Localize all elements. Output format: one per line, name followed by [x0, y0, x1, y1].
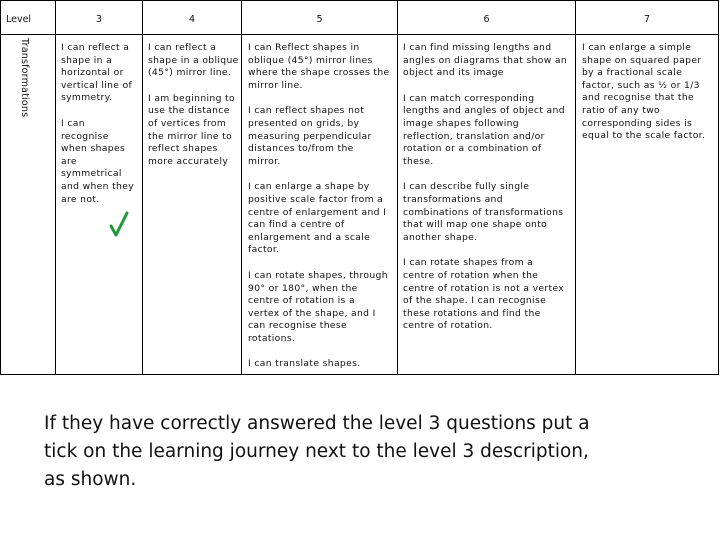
descriptor: I can enlarge a shape by positive scale factor from a centre of enlargement and I can find a centre of enlargement and a scale factor. [248, 181, 387, 256]
descriptor: I can translate shapes. [248, 358, 361, 370]
header-divider [0, 34, 719, 35]
descriptor: I can reflect a shape in a horizontal or vertical line of symmetry. [61, 42, 133, 104]
level-3-header: 3 [95, 14, 103, 25]
table-left-border [0, 0, 1, 375]
table-top-border [0, 0, 719, 1]
level-7-header: 7 [643, 14, 651, 25]
level-5-header: 5 [316, 14, 323, 25]
table-right-border [718, 0, 719, 375]
column-divider [575, 0, 576, 375]
tick-mark-icon [109, 210, 129, 238]
level-4-cell [148, 42, 241, 180]
descriptor: I can reflect shapes not presented on grids, by measuring perpendicular distances to/from the mirror. [248, 105, 372, 167]
descriptor: I can Reflect shapes in oblique (45°) mirror lines where the shape crosses the mirror line. [248, 42, 390, 91]
descriptor: I can enlarge a simple shape on squared paper by a fractional scale factor, such as ½ or 1/3 and recognise that the ratio of any two corresponding sides is equal to the scale factor. [582, 42, 706, 142]
column-divider [241, 0, 242, 375]
descriptor: I can describe fully single transformations and combinations of transformations that will map one shape onto another shape. [403, 181, 564, 243]
descriptor: I am beginning to use the distance of vertices from the mirror line to reflect shapes more accurately [148, 92, 235, 167]
tick-stroke [111, 213, 127, 235]
level-6-cell [403, 42, 575, 345]
descriptor: I can rotate shapes from a centre of rotation when the centre of rotation is not a vertex of the shape. I can recognise these rotations and find the centre of rotation. [403, 257, 565, 332]
level-4-header: 4 [188, 14, 196, 25]
column-divider [142, 0, 143, 375]
instruction-text: If they have correctly answered the level 3 questions put a tick on the learning journey next to the level 3 description, as shown. [44, 413, 590, 490]
descriptor: I can reflect a shape in a oblique (45°) mirror line. [148, 42, 239, 79]
descriptor: I can find missing lengths and angles on diagrams that show an object and its image [403, 42, 568, 79]
level-6-header: 6 [483, 14, 490, 25]
descriptor: I can recognise when shapes are symmetrical and when they are not. [61, 117, 135, 205]
level-7-cell [582, 42, 718, 155]
descriptor: I can rotate shapes, through 90° or 180°, when the centre of rotation is a vertex of the shape, and I can recognise these rotations. [248, 269, 388, 344]
level-5-cell [248, 42, 398, 383]
row-label-transformations: Transformations [19, 38, 30, 118]
descriptor: I can match corresponding lengths and angles of object and image shapes following reflection, translation and/or rotation or a combination of these. [403, 92, 565, 167]
column-divider [55, 0, 56, 375]
level-header: Level [6, 14, 32, 25]
level-3-cell [61, 42, 141, 218]
